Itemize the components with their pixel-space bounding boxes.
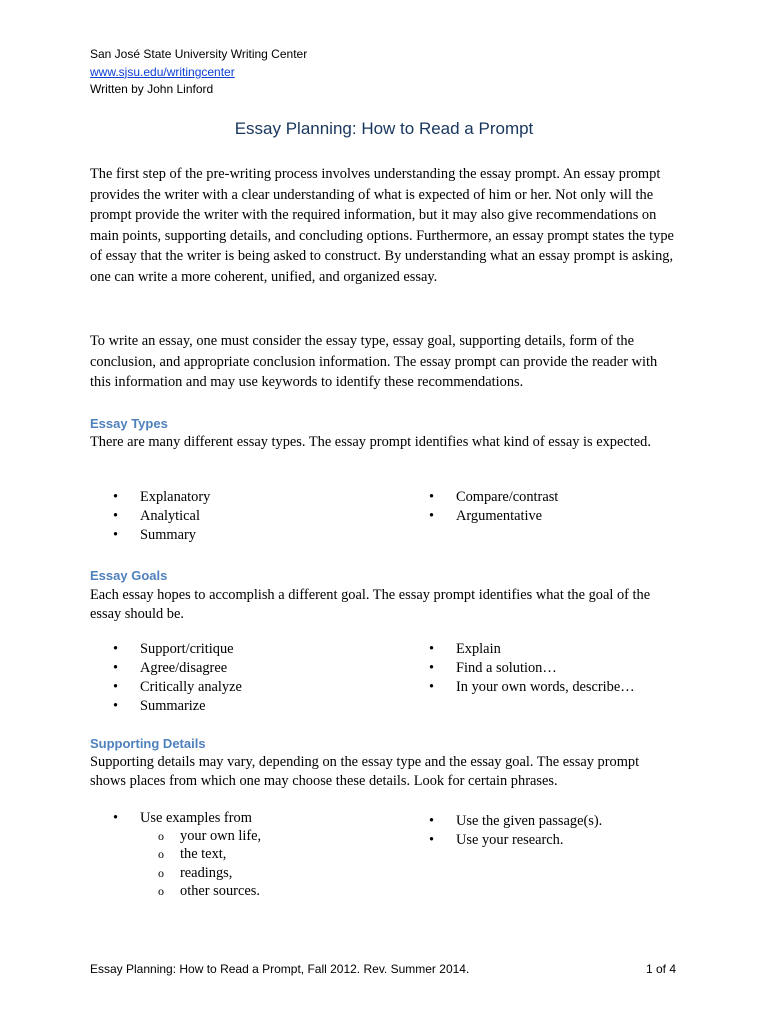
author-line: Written by John Linford bbox=[90, 82, 214, 96]
sub-list-item: o the text, bbox=[158, 845, 261, 863]
list-item: • Summarize bbox=[113, 697, 242, 716]
essay-goals-text: Each essay hopes to accomplish a different goal. The essay prompt identifies what the goal of the essay should be. bbox=[90, 587, 651, 622]
essay-goals-heading: Essay Goals bbox=[90, 568, 168, 583]
list-item: • Argumentative bbox=[429, 507, 558, 526]
list-item: • Explanatory bbox=[113, 488, 210, 507]
supporting-details-text: Supporting details may vary, depending on the essay type and the essay goal. The essay prompt shows places from which one may choose these details. Look for certain phrases. bbox=[90, 754, 640, 789]
list-item: • Use the given passage(s). bbox=[429, 812, 602, 831]
list-item: • In your own words, describe… bbox=[429, 678, 635, 697]
sub-list-item: o your own life, bbox=[158, 827, 261, 845]
essay-types-list-left bbox=[113, 488, 210, 545]
sub-list-item: o readings, bbox=[158, 864, 261, 882]
org-name: San José State University Writing Center bbox=[90, 47, 308, 61]
list-item: • Use examples from bbox=[113, 809, 252, 828]
footer-citation: Essay Planning: How to Read a Prompt, Fall 2012. Rev. Summer 2014. bbox=[90, 962, 470, 976]
essay-types-text: There are many different essay types. The essay prompt identifies what kind of essay is expected. bbox=[90, 434, 651, 450]
supporting-details-list-right bbox=[429, 812, 602, 850]
sub-list-item: o other sources. bbox=[158, 882, 261, 900]
list-item: • Critically analyze bbox=[113, 678, 242, 697]
list-item: • Summary bbox=[113, 526, 210, 545]
list-item: • Analytical bbox=[113, 507, 210, 526]
essay-goals-list-left bbox=[113, 640, 242, 716]
list-item: • Use your research. bbox=[429, 831, 602, 850]
supporting-details-list-left bbox=[113, 809, 252, 828]
list-item: • Agree/disagree bbox=[113, 659, 242, 678]
essay-types-list-right bbox=[429, 488, 558, 526]
list-item: • Find a solution… bbox=[429, 659, 635, 678]
supporting-details-heading: Supporting Details bbox=[90, 736, 206, 751]
list-item: • Compare/contrast bbox=[429, 488, 558, 507]
intro-paragraph-2: To write an essay, one must consider the essay type, essay goal, supporting details, form of the conclusion, and appropriate conclusion information. The essay prompt can provide the reader with this information and may use keywords to identify these recommendations. bbox=[90, 333, 658, 391]
list-item: • Explain bbox=[429, 640, 635, 659]
document-header bbox=[90, 46, 307, 99]
page-title: Essay Planning: How to Read a Prompt bbox=[234, 119, 534, 138]
list-item: • Support/critique bbox=[113, 640, 242, 659]
essay-types-heading: Essay Types bbox=[90, 416, 168, 431]
writing-center-link[interactable]: www.sjsu.edu/writingcenter bbox=[90, 64, 235, 79]
intro-paragraph-1: The first step of the pre-writing process involves understanding the essay prompt. An essay prompt provides the writer with a clear understanding of what is expected of him or her. Not only will the prompt provide the writer with the required information, but it may also give recommendations on main points, supporting details, and concluding options. Furthermore, an essay prompt states the type of essay that the writer is being asked to construct. By understanding what an essay prompt is asking, one can write a more coherent, unified, and organized essay. bbox=[90, 166, 674, 285]
essay-goals-list-right bbox=[429, 640, 635, 697]
page-number: 1 of 4 bbox=[646, 962, 677, 976]
supporting-details-sublist bbox=[158, 827, 261, 900]
